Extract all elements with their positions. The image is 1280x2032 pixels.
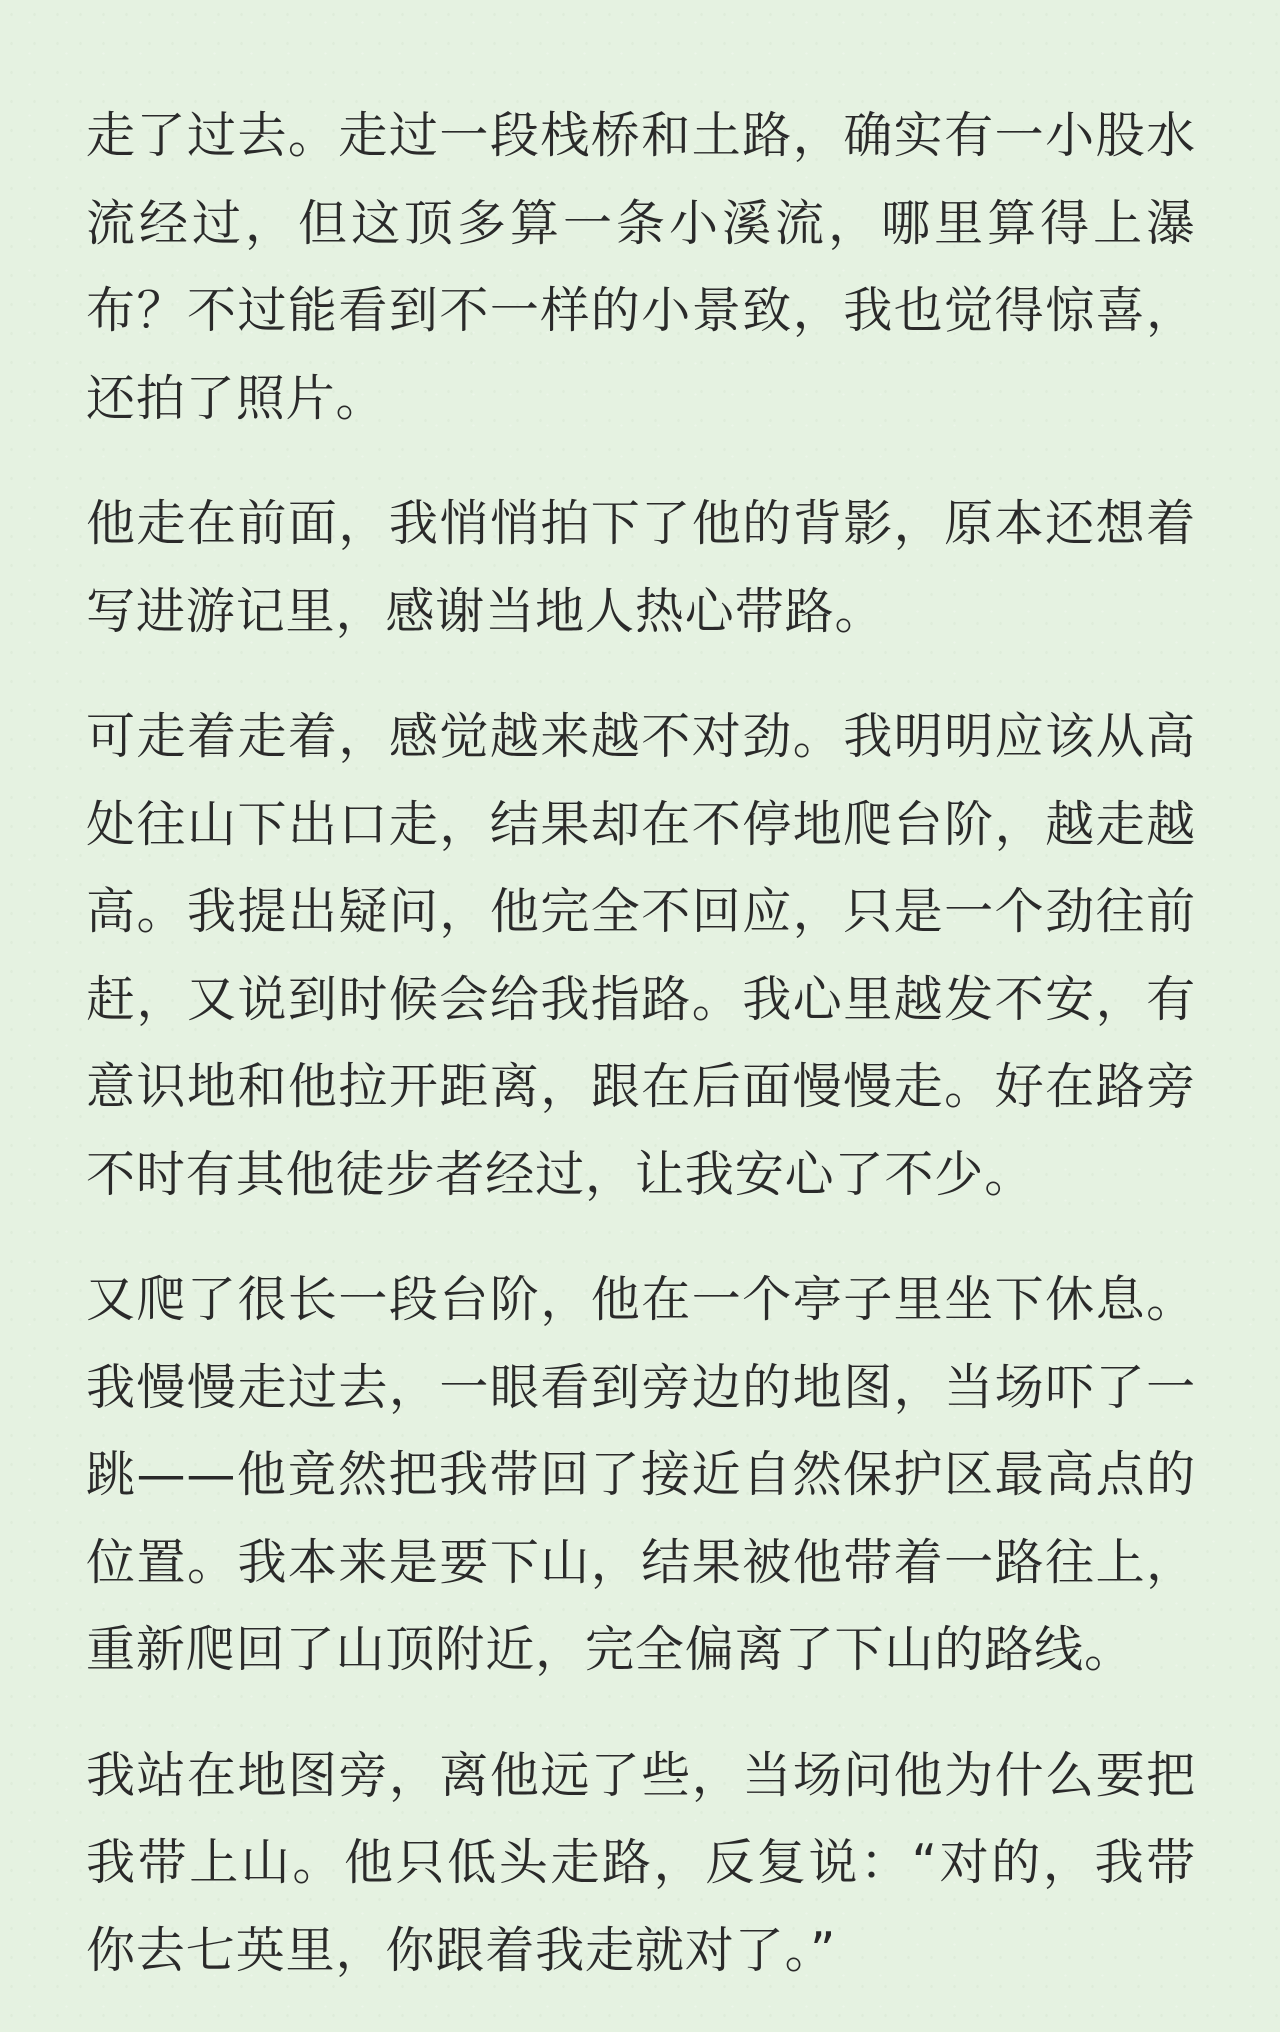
article-body [86,92,1196,2032]
paragraph-3: 可走着走着，感觉越来越不对劲。我明明应该从高处往山下出口走，结果却在不停地爬台阶，越走越高。我提出疑问，他完全不回应，只是一个劲往前赶，又说到时候会给我指路。我心里越发不安，有意识地和他拉开距离，跟在后面慢慢走。好在路旁不时有其他徒步者经过，让我安心了不少。 [86,708,1196,1203]
paragraph-5: 我站在地图旁，离他远了些，当场问他为什么要把我带上山。他只低头走路，反复说：“对的，我带你去七英里，你跟着我走就对了。” [86,1746,1196,1979]
paragraph-1: 走了过去。走过一段栈桥和土路，确实有一小股水流经过，但这顶多算一条小溪流，哪里算得上瀑布？不过能看到不一样的小景致，我也觉得惊喜，还拍了照片。 [86,107,1196,427]
paragraph-4: 又爬了很长一段台阶，他在一个亭子里坐下休息。我慢慢走过去，一眼看到旁边的地图，当场吓了一跳——他竟然把我带回了接近自然保护区最高点的位置。我本来是要下山，结果被他带着一路往上，重新爬回了山顶附近，完全偏离了下山的路线。 [86,1271,1196,1678]
paragraph-2: 他走在前面，我悄悄拍下了他的背影，原本还想着写进游记里，感谢当地人热心带路。 [86,495,1196,640]
